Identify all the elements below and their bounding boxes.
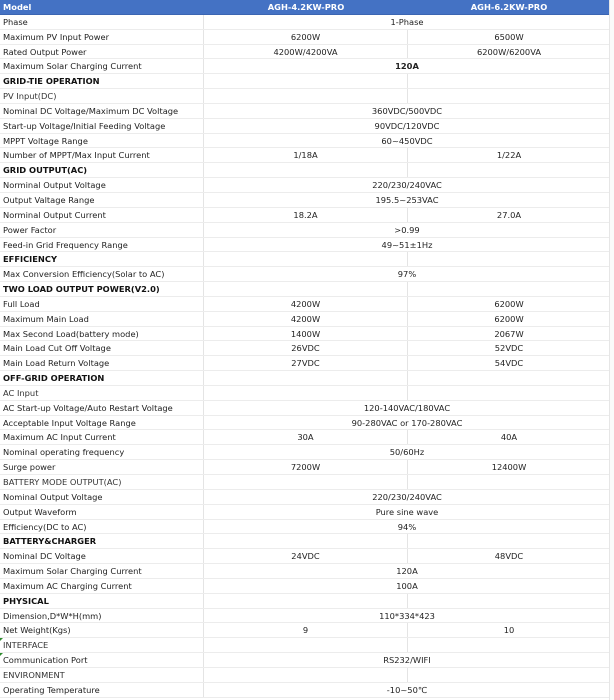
- value-cell-6-2kw[interactable]: 6200W/6200VA: [476, 46, 542, 57]
- section-heading[interactable]: PV Input(DC): [0, 89, 204, 103]
- value-cell-6-2kw[interactable]: 12400W: [491, 462, 527, 473]
- row-label[interactable]: Max Second Load(battery mode): [0, 327, 204, 341]
- value-cell-4-2kw[interactable]: 24VDC: [204, 549, 408, 563]
- shared-value-cell[interactable]: 90VDC/120VDC: [374, 120, 440, 131]
- empty-cell[interactable]: [204, 386, 408, 400]
- empty-cell[interactable]: [408, 163, 610, 177]
- table-row: [0, 683, 610, 698]
- value-cell-4-2kw[interactable]: 30A: [204, 430, 408, 444]
- shared-value-cell[interactable]: 120A: [396, 566, 418, 577]
- header-model-4-2kw[interactable]: AGH-4.2KW-PRO: [267, 2, 345, 12]
- row-label[interactable]: Main Load Return Voltage: [0, 356, 204, 370]
- table-row: [0, 609, 610, 624]
- section-row: [0, 386, 610, 401]
- shared-value-cell[interactable]: 49~51±1Hz: [381, 239, 433, 250]
- table-row: [0, 267, 610, 282]
- table-body: [0, 15, 610, 698]
- table-row: [0, 297, 610, 312]
- value-cell-4-2kw[interactable]: 27VDC: [204, 356, 408, 370]
- table-row: [0, 30, 610, 45]
- row-label[interactable]: Operating Temperature: [0, 683, 204, 697]
- section-heading[interactable]: BATTERY MODE OUTPUT(AC): [0, 475, 204, 489]
- value-cell-4-2kw[interactable]: 1/18A: [204, 148, 408, 162]
- row-label[interactable]: Nominal operating frequency: [0, 445, 204, 459]
- shared-value-cell[interactable]: 60~450VDC: [381, 135, 433, 146]
- table-row: [0, 401, 610, 416]
- section-row: [0, 534, 610, 549]
- value-cell-4-2kw[interactable]: 1400W: [204, 327, 408, 341]
- empty-cell[interactable]: [408, 534, 610, 548]
- value-cell-4-2kw[interactable]: 4200W/4200VA: [204, 45, 408, 59]
- row-label[interactable]: Efficiency(DC to AC): [0, 520, 204, 534]
- empty-cell[interactable]: [204, 638, 408, 652]
- table-row: [0, 312, 610, 327]
- section-row: [0, 282, 610, 297]
- row-label[interactable]: Maximum AC Charging Current: [0, 579, 204, 593]
- table-row: [0, 178, 610, 193]
- vertical-scrollbar[interactable]: [609, 0, 614, 700]
- empty-cell[interactable]: [408, 638, 610, 652]
- row-label[interactable]: Start-up Voltage/Initial Feeding Voltage: [0, 119, 204, 133]
- table-row: [0, 490, 610, 505]
- table-row: [0, 134, 610, 149]
- value-cell-6-2kw[interactable]: 1/22A: [496, 150, 522, 161]
- header-model-6-2kw[interactable]: AGH-6.2KW-PRO: [470, 2, 548, 12]
- table-row: [0, 208, 610, 223]
- empty-cell[interactable]: [204, 534, 408, 548]
- table-row: [0, 505, 610, 520]
- section-heading[interactable]: GRID OUTPUT(AC): [0, 163, 204, 177]
- section-heading[interactable]: ENVIRONMENT: [0, 668, 204, 682]
- row-label[interactable]: Power Factor: [0, 223, 204, 237]
- empty-cell[interactable]: [408, 89, 610, 103]
- table-row: [0, 341, 610, 356]
- table-row: [0, 564, 610, 579]
- row-label[interactable]: Maximum AC Input Current: [0, 430, 204, 444]
- section-row: [0, 638, 610, 653]
- table-row: [0, 59, 610, 74]
- shared-value-cell[interactable]: 120A: [395, 61, 419, 72]
- row-label[interactable]: Maximum Solar Charging Current: [0, 564, 204, 578]
- table-row: [0, 327, 610, 342]
- row-label[interactable]: Nominal DC Voltage: [0, 549, 204, 563]
- section-heading[interactable]: BATTERY&CHARGER: [0, 534, 204, 548]
- table-row: [0, 356, 610, 371]
- empty-cell[interactable]: [204, 594, 408, 608]
- value-cell-6-2kw[interactable]: 10: [503, 625, 515, 636]
- shared-value-cell[interactable]: 110*334*423: [379, 610, 435, 621]
- shared-value-cell[interactable]: 94%: [397, 521, 417, 532]
- table-row: [0, 119, 610, 134]
- shared-value-cell[interactable]: 97%: [397, 269, 417, 280]
- row-label[interactable]: Rated Output Power: [0, 45, 204, 59]
- value-cell-4-2kw[interactable]: 26VDC: [204, 341, 408, 355]
- table-row: [0, 416, 610, 431]
- header-row: [0, 0, 610, 15]
- row-label[interactable]: Dimension,D*W*H(mm): [0, 609, 204, 623]
- empty-cell[interactable]: [408, 475, 610, 489]
- section-heading[interactable]: GRID-TIE OPERATION: [0, 74, 204, 88]
- shared-value-cell[interactable]: 195.5~253VAC: [375, 194, 439, 205]
- table-row: [0, 238, 610, 253]
- empty-cell[interactable]: [408, 386, 610, 400]
- empty-cell[interactable]: [408, 74, 610, 88]
- value-cell-6-2kw[interactable]: 2067W: [494, 328, 524, 339]
- row-label[interactable]: Maximum PV Input Power: [0, 30, 204, 44]
- shared-value-cell[interactable]: 1-Phase: [390, 16, 424, 27]
- table-row: [0, 520, 610, 535]
- section-row: [0, 594, 610, 609]
- value-cell-4-2kw[interactable]: 4200W: [204, 297, 408, 311]
- shared-value-cell[interactable]: Pure sine wave: [375, 506, 439, 517]
- section-heading[interactable]: INTERFACE: [0, 638, 204, 652]
- row-label[interactable]: Output Waveform: [0, 505, 204, 519]
- table-row: [0, 653, 610, 668]
- row-label[interactable]: Nominal DC Voltage/Maximum DC Voltage: [0, 104, 204, 118]
- shared-value-cell[interactable]: 100A: [396, 580, 418, 591]
- shared-value-cell[interactable]: 120-140VAC/180VAC: [363, 402, 451, 413]
- row-label[interactable]: Phase: [0, 15, 204, 29]
- row-label[interactable]: Communication Port: [0, 653, 204, 667]
- shared-value-cell[interactable]: RS232/WIFI: [383, 655, 431, 666]
- value-cell-4-2kw[interactable]: 6200W: [204, 30, 408, 44]
- row-label[interactable]: Feed-in Grid Frequency Range: [0, 238, 204, 252]
- empty-cell[interactable]: [204, 89, 408, 103]
- section-heading[interactable]: AC Input: [0, 386, 204, 400]
- header-model-label[interactable]: Model: [3, 2, 32, 12]
- shared-value-cell[interactable]: 90-280VAC or 170-280VAC: [351, 417, 463, 428]
- empty-cell[interactable]: [204, 371, 408, 385]
- value-cell-6-2kw[interactable]: 54VDC: [494, 358, 524, 369]
- shared-value-cell[interactable]: -10~50℃: [386, 684, 428, 695]
- table-row: [0, 193, 610, 208]
- table-row: [0, 104, 610, 119]
- section-heading[interactable]: EFFICIENCY: [0, 252, 204, 266]
- row-label[interactable]: Norminal Output Current: [0, 208, 204, 222]
- table-row: [0, 623, 610, 638]
- value-cell-6-2kw[interactable]: 6200W: [494, 313, 524, 324]
- value-cell-6-2kw[interactable]: 48VDC: [494, 551, 524, 562]
- table-row: [0, 148, 610, 163]
- value-cell-6-2kw[interactable]: 52VDC: [494, 343, 524, 354]
- empty-cell[interactable]: [204, 668, 408, 682]
- value-cell-6-2kw[interactable]: 27.0A: [496, 209, 522, 220]
- table-row: [0, 445, 610, 460]
- table-row: [0, 430, 610, 445]
- section-heading[interactable]: OFF-GRID OPERATION: [0, 371, 204, 385]
- value-cell-6-2kw[interactable]: 40A: [500, 432, 518, 443]
- section-row: [0, 74, 610, 89]
- empty-cell[interactable]: [408, 668, 610, 682]
- shared-value-cell[interactable]: 220/230/240VAC: [372, 491, 442, 502]
- section-row: [0, 163, 610, 178]
- shared-value-cell[interactable]: 360VDC/500VDC: [371, 105, 443, 116]
- section-row: [0, 89, 610, 104]
- row-label[interactable]: Number of MPPT/Max Input Current: [0, 148, 204, 162]
- empty-cell[interactable]: [204, 74, 408, 88]
- row-label[interactable]: AC Start-up Voltage/Auto Restart Voltage: [0, 401, 204, 415]
- value-cell-4-2kw[interactable]: 4200W: [204, 312, 408, 326]
- section-row: [0, 252, 610, 267]
- row-label[interactable]: Full Load: [0, 297, 204, 311]
- empty-cell[interactable]: [204, 163, 408, 177]
- empty-cell[interactable]: [204, 252, 408, 266]
- row-label[interactable]: Max Conversion Efficiency(Solar to AC): [0, 267, 204, 281]
- row-label[interactable]: Norminal Output Voltage: [0, 178, 204, 192]
- section-row: [0, 475, 610, 490]
- value-cell-6-2kw[interactable]: 6500W: [494, 31, 524, 42]
- section-row: [0, 371, 610, 386]
- empty-cell[interactable]: [204, 282, 408, 296]
- row-label[interactable]: Net Weight(Kgs): [0, 623, 204, 637]
- value-cell-4-2kw[interactable]: 7200W: [204, 460, 408, 474]
- table-row: [0, 460, 610, 475]
- row-label[interactable]: Surge power: [0, 460, 204, 474]
- value-cell-6-2kw[interactable]: 6200W: [494, 298, 524, 309]
- empty-cell[interactable]: [408, 371, 610, 385]
- table-row: [0, 223, 610, 238]
- empty-cell[interactable]: [408, 282, 610, 296]
- table-row: [0, 45, 610, 60]
- row-label[interactable]: Maximum Main Load: [0, 312, 204, 326]
- row-label[interactable]: Output Valtage Range: [0, 193, 204, 207]
- row-label[interactable]: Acceptable Input Voltage Range: [0, 416, 204, 430]
- table-row: [0, 549, 610, 564]
- table-row: [0, 579, 610, 594]
- empty-cell[interactable]: [408, 252, 610, 266]
- section-row: [0, 668, 610, 683]
- row-label[interactable]: Nominal Output Voltage: [0, 490, 204, 504]
- row-label[interactable]: Maximum Solar Charging Current: [0, 59, 204, 73]
- shared-value-cell[interactable]: >0.99: [394, 224, 420, 235]
- shared-value-cell[interactable]: 220/230/240VAC: [372, 180, 442, 191]
- value-cell-4-2kw[interactable]: 18.2A: [204, 208, 408, 222]
- row-label[interactable]: Main Load Cut Off Voltage: [0, 341, 204, 355]
- section-heading[interactable]: TWO LOAD OUTPUT POWER(V2.0): [0, 282, 204, 296]
- section-heading[interactable]: PHYSICAL: [0, 594, 204, 608]
- empty-cell[interactable]: [204, 475, 408, 489]
- table-row: [0, 15, 610, 30]
- row-label[interactable]: MPPT Voltage Range: [0, 134, 204, 148]
- empty-cell[interactable]: [408, 594, 610, 608]
- shared-value-cell[interactable]: 50/60Hz: [389, 447, 425, 458]
- value-cell-4-2kw[interactable]: 9: [204, 623, 408, 637]
